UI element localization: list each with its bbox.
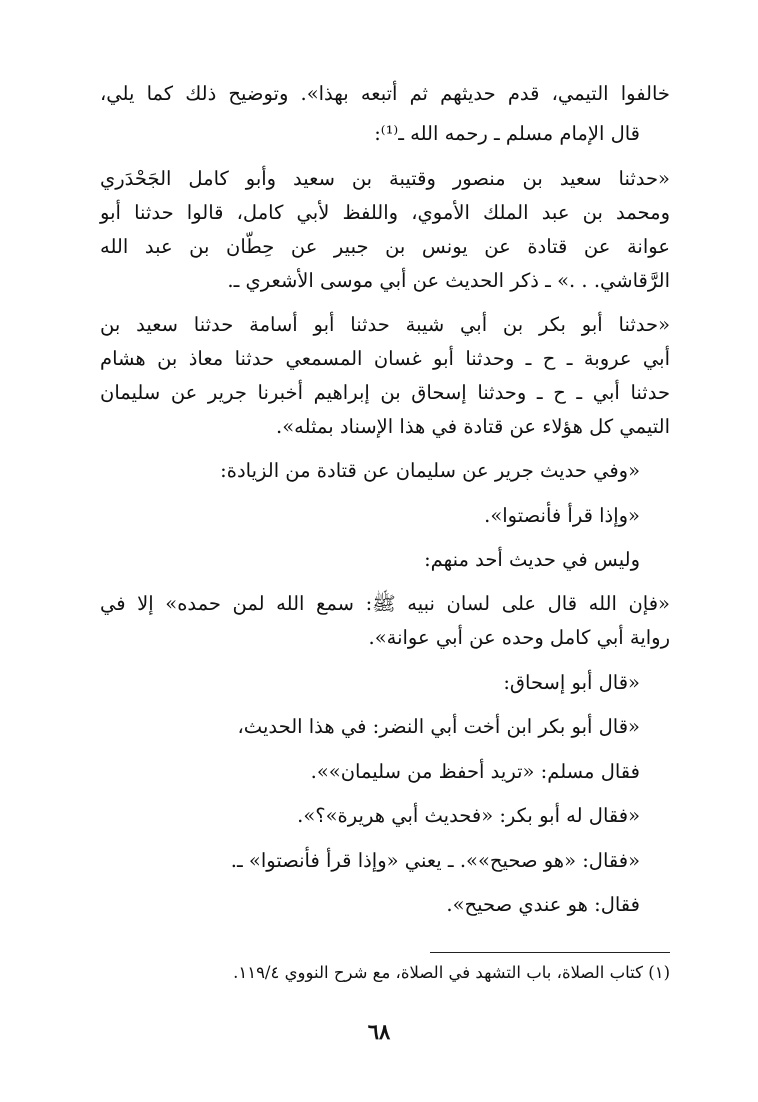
footnote: (١) كتاب الصلاة، باب التشهد في الصلاة، مع شرح النووي ١١٩/٤. bbox=[233, 963, 670, 982]
text-line-1: خالفوا التيمي، قدم حديثهم ثم أتبعه بهذا». وتوضيح ذلك كما يلي، bbox=[100, 82, 670, 105]
page-number: ٦٨ bbox=[367, 1019, 391, 1044]
text-line-2: قال الإمام مسلم ـ رحمه الله ـ⁽¹⁾: bbox=[374, 122, 640, 145]
text-line-16: «قال أبو إسحاق: bbox=[503, 671, 640, 694]
text-line-4: ومحمد بن عبد الملك الأموي، واللفظ لأبي كامل، قالوا حدثنا أبو bbox=[100, 201, 670, 224]
text-line-6: الرَّقاشي. . .» ـ ذكر الحديث عن أبي موسى الأشعري ـ. bbox=[227, 269, 670, 292]
text-line-3: «حدثنا سعيد بن منصور وقتيبة بن سعيد وأبو كامل الجَحْدَري bbox=[100, 167, 670, 190]
text-line-7: «حدثنا أبو بكر بن أبي شيبة حدثنا أبو أسامة حدثنا سعيد بن bbox=[100, 313, 670, 336]
text-line-8: أبي عروبة ـ ح ـ وحدثنا أبو غسان المسمعي حدثنا معاذ بن هشام bbox=[100, 347, 670, 370]
text-line-11: «وفي حديث جرير عن سليمان عن قتادة من الزيادة: bbox=[220, 459, 640, 482]
text-line-19: «فقال له أبو بكر: «فحديث أبي هريرة»؟». bbox=[297, 804, 640, 827]
text-line-13: وليس في حديث أحد منهم: bbox=[424, 548, 640, 571]
text-line-10: التيمي كل هؤلاء عن قتادة في هذا الإسناد بمثله». bbox=[276, 415, 670, 438]
text-line-21: فقال: هو عندي صحيح». bbox=[446, 893, 640, 916]
text-line-14: «فإن الله قال على لسان نبيه ﷺ: سمع الله لمن حمده» إلا في bbox=[100, 592, 670, 615]
text-line-17: «قال أبو بكر ابن أخت أبي النضر: في هذا الحديث، bbox=[237, 715, 640, 738]
footnote-divider bbox=[430, 952, 670, 953]
text-line-5: عوانة عن قتادة عن يونس بن جبير عن حِطّان بن عبد الله bbox=[100, 235, 670, 258]
text-line-18: فقال مسلم: «تريد أحفظ من سليمان»». bbox=[310, 760, 640, 783]
text-line-9: حدثنا أبي ـ ح ـ وحدثنا إسحاق بن إبراهيم أخبرنا جرير عن سليمان bbox=[100, 381, 670, 404]
text-line-12: «وإذا قرأ فأنصتوا». bbox=[484, 504, 640, 527]
text-line-15: رواية أبي كامل وحده عن أبي عوانة». bbox=[368, 626, 670, 649]
text-line-20: «فقال: «هو صحيح»». ـ يعني «وإذا قرأ فأنصتوا» ـ. bbox=[230, 849, 640, 872]
